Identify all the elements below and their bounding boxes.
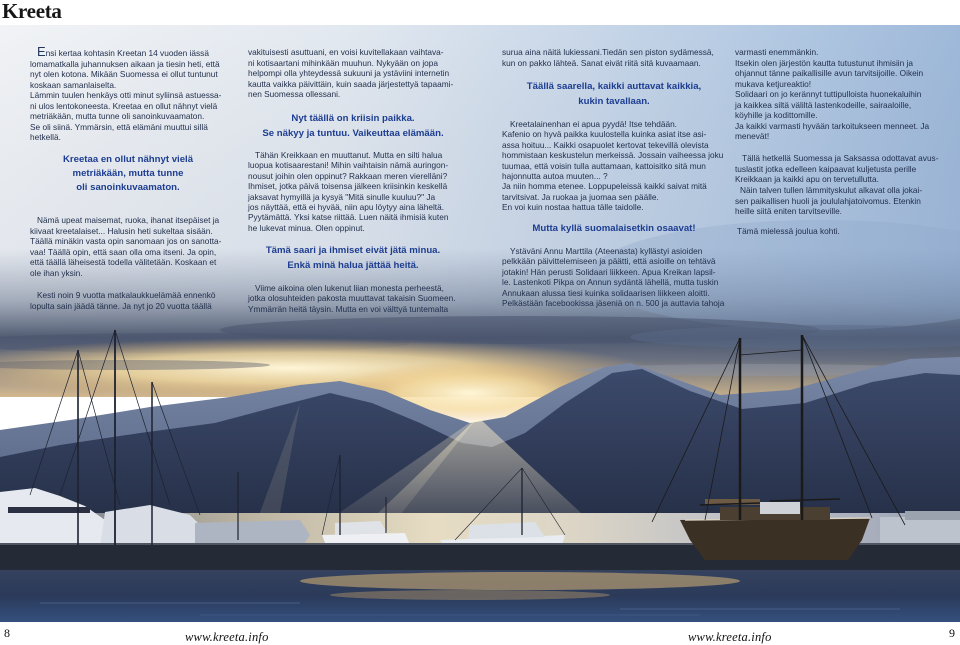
article-paragraph: surua aina näitä lukiessani.Tiedän sen piston sydämessä, kun on pakko lähteä. Sanat eivät riitä sitä kuvaamaan. bbox=[502, 47, 714, 68]
article-paragraph: Kreetalainenhan ei apua pyydä! Itse tehdään. Kafenio on hyvä paikka kuulostella kuinka asiat itse asi- assa hoituu... Kaikki osapuolet kertovat tekevillä olevista hommistaan keskustelun merkeissä. Jossain vaiheessa joku tuumaa, että voisin tulla auttamaan, kattoisitko sitä mun hajonnutta autoa muuten... ? Ja niin homma etenee. Loppupeleissä kaikki saivat mitä tarvitsivat. Ja ruokaa ja juomaa sen päälle. En voi kuin nostaa hattua tälle taidolle. bbox=[502, 119, 724, 213]
water-reflection bbox=[300, 572, 740, 590]
sailboat-hull bbox=[680, 518, 870, 560]
pull-quote: Mutta kyllä suomalaisetkin osaavat! bbox=[532, 223, 696, 234]
article-paragraph: Tähän Kreikkaan en muuttanut. Mutta en silti halua luopua kotisaarestani! Mihin vaihtaisin nämä auringon- nousut joihin olen oppinut? Rakkaan meren vierelläni? Ihmiset, jotka päivä toisensa jälkeen kriisinkin keskellä jaksavat hymyillä ja kysyä "Mitä sinulle kuuluu?" Ja jos näyttää, että ei hyvää, niin apu löytyy aina läheltä. Pyytämättä. Yksi katse riittää. Luen näitä ihmisiä kuten he lukevat minua. Olen oppinut. bbox=[248, 150, 449, 233]
page-number-left: 8 bbox=[4, 626, 10, 640]
article-paragraph: Tämä mielessä joulua kohti. bbox=[737, 226, 840, 236]
pull-quote: Täällä saarella, kaikki auttavat kaikkia, kukin tavallaan. bbox=[526, 81, 702, 107]
water-reflection bbox=[330, 590, 610, 600]
article-paragraph: Nämä upeat maisemat, ruoka, ihanat itsepäiset ja kiivaat kreetalaiset... Halusin heti sukeltaa sisään. Täällä minäkin vasta opin sanomaan jos on sanotta- vaa! Täällä opin, että saan olla oma itseni. Ja opin, että täällä läheisestä todella välitetään. Koskaan et ole ihan yksin. bbox=[30, 215, 222, 278]
footer-url-left: www.kreeta.info bbox=[185, 630, 269, 644]
section-title: Kreeta bbox=[2, 0, 62, 23]
boat-cabin bbox=[335, 521, 388, 535]
sailboat-wheelhouse bbox=[760, 502, 800, 514]
article-paragraph: Näin talven tullen lämmityskulut alkavat olla jokai- sen paikallisen huoli ja joululahjatoivomus. Etenkin heille siitä eniten tarvitseville. bbox=[735, 185, 923, 216]
harbor-building bbox=[905, 511, 960, 520]
pull-quote: Tämä saari ja ihmiset eivät jätä minua. Enkä minä halua jättää heitä. bbox=[265, 245, 441, 271]
pull-quote: Nyt täällä on kriisin paikka. Se näkyy ja tuntuu. Vaikeuttaa elämään. bbox=[262, 113, 444, 139]
article-paragraph: Kesti noin 9 vuotta matkalaukkuelämää ennenkö lopulta sain jäädä tänne. Ja nyt jo 20 vuotta täällä bbox=[30, 290, 216, 311]
article-paragraph: Tällä hetkellä Suomessa ja Saksassa odottavat avus- tuslastit jotka edelleen kaipaavat kuljetusta perille Kreikkaan ja kaikki apu on tervetullutta. bbox=[735, 153, 939, 184]
pull-quote: Kreetaa en ollut nähnyt vielä metriäkään, mutta tunne oli sanoinkuvaamaton. bbox=[62, 154, 194, 193]
article-paragraph: varmasti enemmänkin. Itsekin olen järjestön kautta tutustunut ihmisiin ja ohjannut tänne paikallisille avun tarvitsijoille. Oikein mukava ketjureaktio! Solidaari on jo kerännyt tuttipulloista huonekaluihin ja kaikkea siltä väliltä lastenkodeille, sairaaloille, köyhille ja kodittomille. Ja kaikki varmasti hyvään tarkoitukseen menneet. Ja menevät! bbox=[735, 47, 930, 141]
article-paragraph: Ensi kertaa kohtasin Kreetan 14 vuoden iässä lomamatkalla juhannuksen aikaan ja tiesin heti, että nyt olen kotona. Mikään Suomessa ei ollut tuntunut koskaan samanlaiselta. Lämmin tuulen henkäys otti minut syliinsä astuessa- ni ulos lentokoneesta. Kreetaa en ollut nähnyt vielä metriäkään, mutta tunne oli sanoinkuvaamaton. Se oli siinä. Ymmärsin, että elämäni muuttui sillä hetkellä. bbox=[30, 44, 222, 142]
article-paragraph: Viime aikoina olen lukenut liian monesta perheestä, jotka olosuhteiden pakosta muuttavat takaisin Suomeen. Ymmärrän heitä täysin. Mutta en voi välttyä tuntemalta bbox=[248, 283, 456, 314]
article-paragraph: vakituisesti asuttuani, en voisi kuvitellakaan vaihtava- ni kotisaartani mihinkään muuhun. Nykyään on jopa helpompi olla yhteydessä sukuuni ja ystäviini internetin kautta vaikka päivittäin, kuin saada järjestettyä tapaami- nen Suomessa ollessani. bbox=[248, 47, 454, 99]
footer-url-right: www.kreeta.info bbox=[688, 630, 772, 644]
page-number-right: 9 bbox=[949, 626, 955, 640]
article-paragraph: Ystäväni Annu Marttila (Ateenasta) kyllästyi asioiden pelkkään päivittelemiseen ja päätti, että asioille on tehtävä jotakin! Hän perusti Solidaari liikkeen. Apua Kreikan lapsil- le. Lastenkoti Pikpa on Annun sydäntä lähellä, mutta tuskin Annukaan alussa tiesi kuinka solidaarisen liikkeen aloitti. Pelkästään facebookissa jäseniä on n. 500 ja auttavia tahoja bbox=[502, 246, 725, 309]
